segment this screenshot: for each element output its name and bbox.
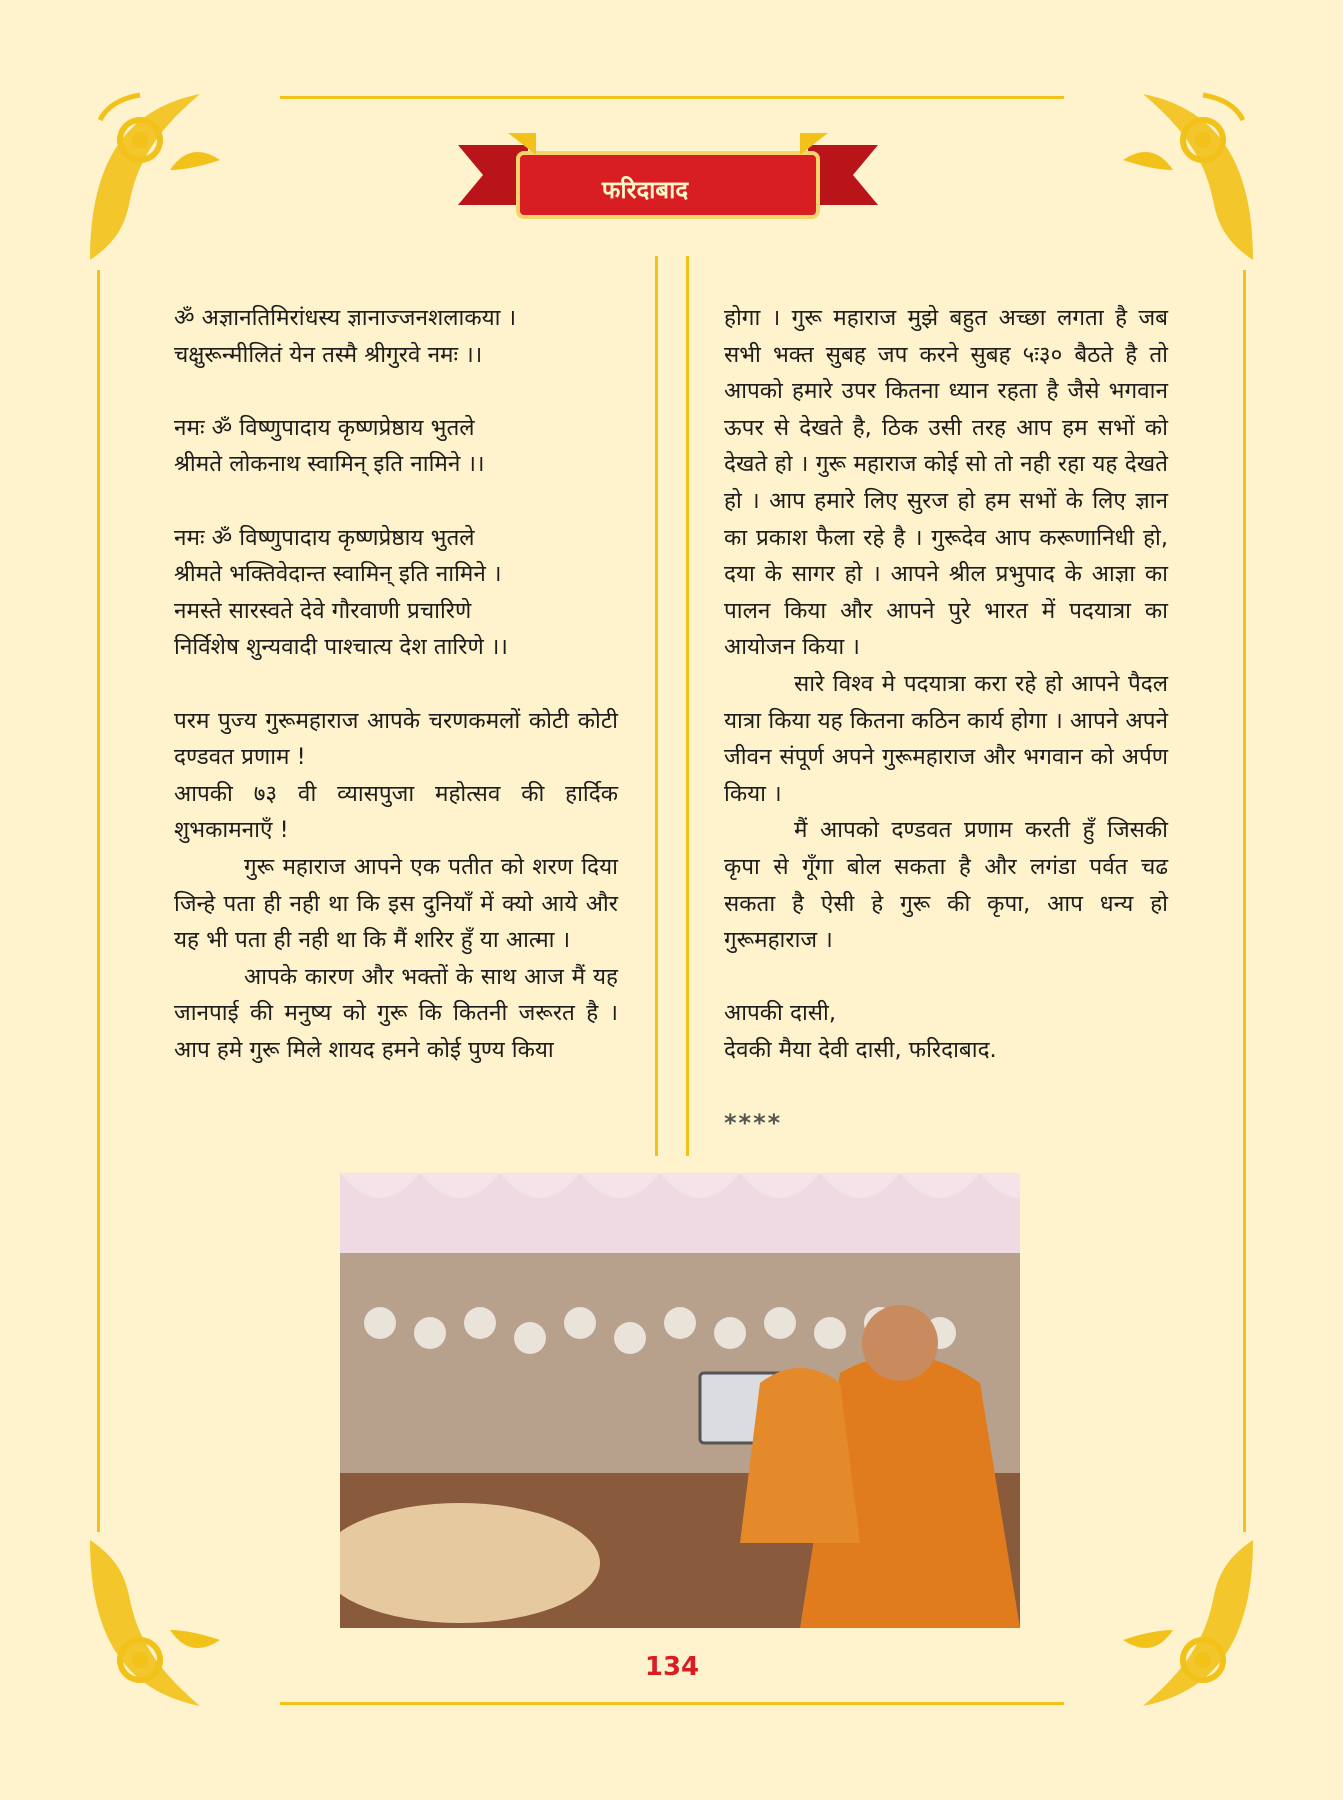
spacer xyxy=(174,666,618,703)
frame-left-line xyxy=(97,270,100,1532)
page-number: 134 xyxy=(644,1652,700,1682)
paragraph-body-5: मैं आपको दण्डवत प्रणाम करती हुँ जिसकी कृपा से गूँगा बोल सकता है और लगंडा पर्वत चढ सकता है ऐसी हे गुरू की कृपा, आप धन्य हो गुरूमहाराज । xyxy=(724,817,1168,954)
column-divider-left xyxy=(655,256,658,1156)
mantra-line-1: ॐ अज्ञानतिमिरांधस्य ज्ञानाज्जनशलाकया । xyxy=(174,305,517,331)
spacer xyxy=(174,483,618,520)
paragraph-body-4: सारे विश्व मे पदयात्रा करा रहे हो आपने पैदल यात्रा किया यह कितना कठिन कार्य होगा । आपने अपने जीवन संपूर्ण अपने गुरूमहाराज और भगवान को अर्पण किया । xyxy=(724,670,1168,807)
corner-ornament-top-right xyxy=(1063,80,1263,280)
signoff-line-2: देवकी मैया देवी दासी, फरिदाबाद. xyxy=(724,1036,997,1063)
mantra-line-2: चक्षुरून्मीलितं येन तस्मै श्रीगुरवे नमः ।। xyxy=(174,341,483,368)
signoff-line-1: आपकी दासी, xyxy=(724,1000,836,1027)
paragraph-body-1: गुरू महाराज आपने एक पतीत को शरण दिया जिन्हे पता ही नही था कि इस दुनियाँ में क्यो आये और यह भी पता ही नही था कि मैं शरिर हुँ या आत्मा । xyxy=(174,853,618,954)
mantra-line-6: श्रीमते भक्तिवेदान्त स्वामिन् इति नामिने । xyxy=(174,561,502,588)
event-photo xyxy=(340,1173,1020,1628)
mantra-line-3: नमः ॐ विष्णुपादाय कृष्णप्रेष्ठाय भुतले xyxy=(174,414,475,441)
paragraph-body-2: आपके कारण और भक्तों के साथ आज मैं यह जानपाई की मनुष्य को गुरू कि कितनी जरूरत है । आप हमे गुरू मिले शायद हमने कोई पुण्य किया xyxy=(174,963,618,1063)
spacer xyxy=(724,1068,1168,1105)
page-title: फरिदाबाद xyxy=(601,176,689,204)
corner-ornament-top-left xyxy=(80,80,280,280)
section-stars: **** xyxy=(724,1109,783,1138)
left-column xyxy=(174,300,618,1068)
paragraph-greeting: परम पुज्य गुरूमहाराज आपके चरणकमलों कोटी कोटी दण्डवत प्रणाम ! xyxy=(174,707,618,771)
spacer xyxy=(174,373,618,410)
column-divider-right xyxy=(686,256,689,1156)
mantra-line-5: नमः ॐ विष्णुपादाय कृष्णप्रेष्ठाय भुतले xyxy=(174,524,475,551)
mantra-line-4: श्रीमते लोकनाथ स्वामिन् इति नामिने ।। xyxy=(174,451,485,478)
mantra-line-7: नमस्ते सारस्वते देवे गौरवाणी प्रचारिणे xyxy=(174,597,472,624)
right-column xyxy=(724,300,1168,1142)
frame-bottom-line xyxy=(280,1702,1064,1705)
paragraph-wishes: आपकी ७३ वी व्यासपुजा महोत्सव की हार्दिक शुभकामनाएँ ! xyxy=(174,780,618,844)
corner-ornament-bottom-right xyxy=(1063,1520,1263,1720)
spacer xyxy=(724,959,1168,996)
frame-top-line xyxy=(280,96,1064,99)
mantra-line-8: निर्विशेष शुन्यवादी पाश्चात्य देश तारिणे ।। xyxy=(174,634,508,661)
paragraph-body-3: होगा । गुरू महाराज मुझे बहुत अच्छा लगता है जब सभी भक्त सुबह जप करने सुबह ५ः३० बैठते है तो आपको हमारे उपर कितना ध्यान रहता है जैसे भगवान ऊपर से देखते है, ठिक उसी तरह आप हम सभों को देखते हो । गुरू महाराज कोई सो तो नही रहा यह देखते हो । आप हमारे लिए सुरज हो हम सभों के लिए ज्ञान का प्रकाश फैला रहे है । गुरूदेव आप करूणानिधी हो, दया के सागर हो । आपने श्रील प्रभुपाद के आज्ञा का पालन किया और आपने पुरे भारत में पदयात्रा का आयोजन किया । xyxy=(724,305,1168,661)
corner-ornament-bottom-left xyxy=(80,1520,280,1720)
frame-right-line xyxy=(1243,270,1246,1532)
